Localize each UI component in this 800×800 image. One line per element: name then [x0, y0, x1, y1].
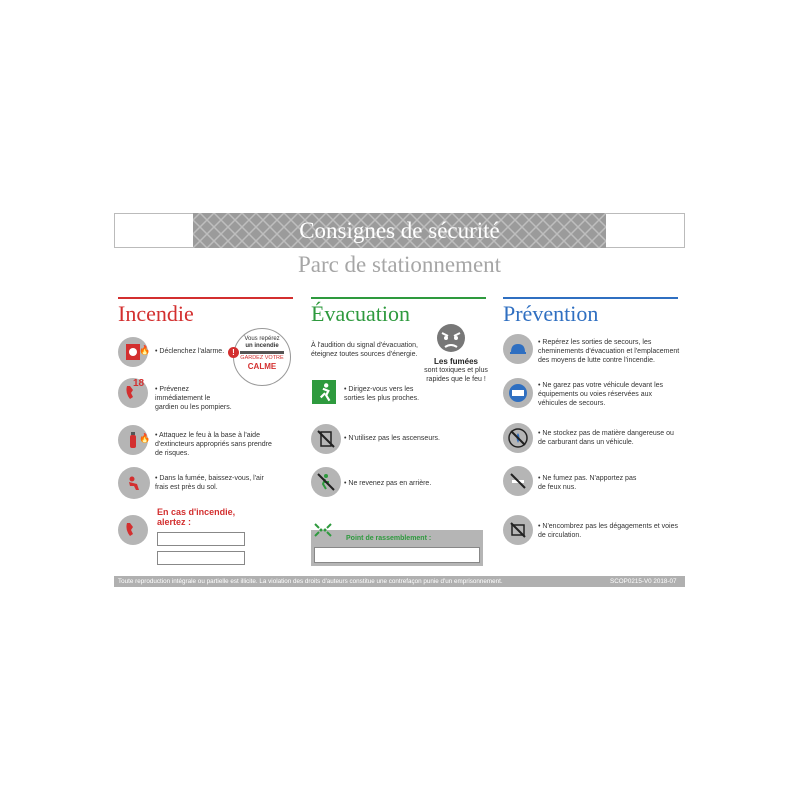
warning-icon: ! — [228, 347, 239, 358]
fire-item-3-text: • Attaquez le feu à la base à l'aide d'extincteurs appropriés sans prendre de risques. — [155, 432, 272, 457]
fire-item-2-text: • Prévenez immédiatement le gardien ou les pompiers. — [155, 386, 232, 411]
flame-icon: 🔥 — [139, 345, 151, 355]
evac-intro-text: À l'audition du signal d'évacuation, éteignez toutes sources d'énergie. — [311, 342, 418, 358]
prev-section-rule — [503, 297, 678, 299]
assembly-point-field[interactable] — [314, 547, 480, 563]
assembly-label: Point de rassemblement : — [346, 535, 432, 542]
no-parking-icon — [503, 378, 533, 408]
calm-badge-line3: GARDEZ VOTRE — [240, 355, 284, 361]
evac-item-3-text: • Ne revenez pas en arrière. — [344, 480, 432, 487]
evac-section-title: Évacuation — [311, 301, 410, 326]
alert-number-field-2[interactable] — [157, 551, 245, 565]
smoke-title: Les fumées — [433, 357, 479, 366]
fire-section-title: Incendie — [118, 301, 194, 326]
exit-running-icon — [312, 380, 336, 404]
fire-section-rule — [118, 297, 293, 299]
prev-section-title: Prévention — [503, 301, 599, 326]
alert-number-field-1[interactable] — [157, 532, 245, 546]
page-subtitle: Parc de stationnement — [297, 252, 502, 277]
calm-badge-line4: CALME — [247, 362, 277, 371]
calm-badge-line2: un incendie — [245, 343, 279, 349]
no-smoking-icon — [503, 466, 533, 496]
phone-icon — [118, 515, 148, 545]
no-going-back-icon — [311, 467, 341, 497]
calm-badge-line1: Vous repérez — [244, 336, 280, 342]
alert-label: En cas d'incendie, alertez : — [157, 507, 236, 527]
prev-item-1-text: • Repérez les sorties de secours, les cheminements d'évacuation et l'emplacement des moyens de lutte contre l'incendie. — [538, 339, 680, 364]
evac-item-2-text: • N'utilisez pas les ascenseurs. — [344, 435, 440, 442]
smoke-text: sont toxiques et plus rapides que le feu ! — [424, 367, 488, 383]
page-title: Consignes de sécurité — [299, 218, 500, 243]
calm-badge — [233, 328, 291, 386]
prev-item-3-text: • Ne stockez pas de matière dangereuse ou de carburant dans un véhicule. — [538, 430, 674, 446]
flame-icon: 🔥 — [139, 433, 151, 443]
no-elevator-icon — [311, 424, 341, 454]
evac-item-1-text: • Dirigez-vous vers les sorties les plus proches. — [344, 386, 420, 402]
prev-item-2-text: • Ne garez pas votre véhicule devant les équipements ou voies réservées aux véhicules de secours. — [538, 382, 664, 407]
assembly-point-icon — [313, 522, 333, 538]
fire-item-4-text: • Dans la fumée, baissez-vous, l'air frais est près du sol. — [155, 475, 264, 491]
no-obstruction-icon — [503, 515, 533, 545]
smoke-crawl-icon — [118, 467, 150, 499]
prev-item-5-text: • N'encombrez pas les dégagements et voies de circulation. — [538, 523, 678, 539]
fire-item-1-text: • Déclenchez l'alarme. — [155, 348, 225, 355]
evac-section-rule — [311, 297, 486, 299]
no-dangerous-goods-icon — [503, 423, 533, 453]
angry-smoke-icon — [433, 322, 469, 354]
footer-copyright: Toute reproduction intégrale ou partielle est illicite. La violation des droits d'auteurs constitue une contrefaçon punie d'un emprisonnement. — [118, 578, 503, 585]
phone-18-number: 18 — [133, 378, 145, 389]
prev-item-4-text: • Ne fumez pas. N'apportez pas de feux nus. — [538, 475, 637, 491]
footer-reference: SCOP0215-V0 2018-07 — [610, 578, 677, 585]
fire-helmet-icon — [503, 334, 533, 364]
